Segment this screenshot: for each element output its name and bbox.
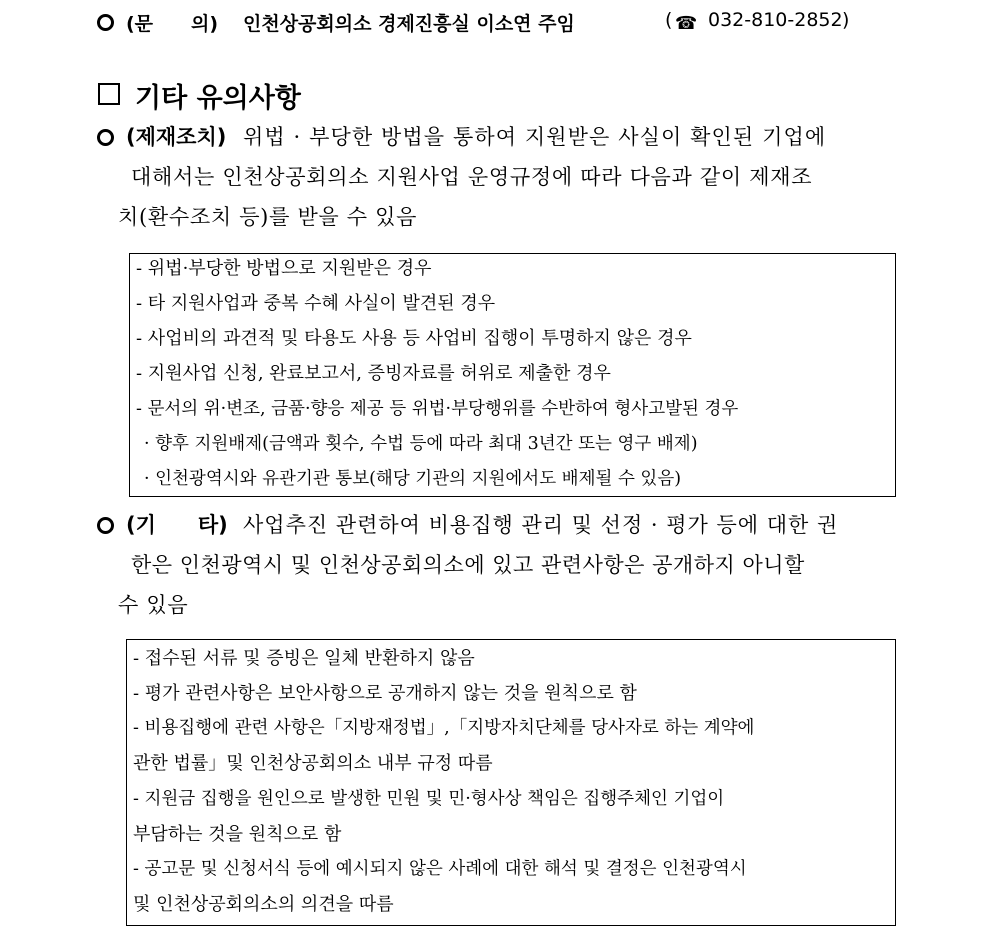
list-item: - 비용집행에 관련 사항은「지방재정법」,「지방자치단체를 당사자로 하는 계약에 [133, 718, 755, 738]
other-line-3: 수 있음 [118, 593, 189, 617]
hollow-circle-icon [97, 14, 114, 31]
list-item: - 공고문 및 신청서식 등에 예시되지 않은 사례에 대한 해석 및 결정은 인천광역시 [133, 859, 747, 879]
sanction-label: (제재조치) [126, 125, 227, 149]
contact-phone: 032-810-2852 [708, 9, 843, 31]
list-item: - 위법·부당한 방법으로 지원받은 경우 [136, 258, 432, 279]
list-item: - 타 지원사업과 중복 수혜 사실이 발견된 경우 [136, 293, 496, 314]
section-title: 기타 유의사항 [135, 83, 301, 114]
telephone-icon: ☎ [675, 13, 698, 34]
list-item: 부담하는 것을 원칙으로 함 [133, 824, 342, 845]
other-label: (기 타) [126, 513, 228, 537]
other-line-2: 한은 인천광역시 및 인천상공회의소에 있고 관련사항은 공개하지 아니할 [131, 553, 805, 577]
sanction-line-1: 위법 · 부당한 방법을 통하여 지원받은 사실이 확인된 기업에 [243, 125, 827, 149]
contact-phone-close: ) [842, 9, 850, 31]
sanction-line-3: 치(환수조치 등)를 받을 수 있음 [118, 205, 418, 229]
list-item: 관한 법률」및 인천상공회의소 내부 규정 따름 [133, 753, 493, 774]
list-item: 및 인천상공회의소의 의견을 따름 [133, 894, 394, 915]
hollow-circle-icon [97, 129, 114, 146]
contact-phone-open: ( [665, 9, 673, 31]
hollow-circle-icon [97, 517, 114, 534]
contact-label: (문 의) [126, 13, 219, 35]
list-item: - 문서의 위·변조, 금품·향응 제공 등 위법·부당행위를 수반하여 형사고발된 경우 [136, 399, 739, 419]
other-line-1: 사업추진 관련하여 비용집행 관리 및 선정 · 평가 등에 대한 권 [243, 513, 839, 537]
list-item: - 지원사업 신청, 완료보고서, 증빙자료를 허위로 제출한 경우 [136, 363, 611, 384]
sanction-line-2: 대해서는 인천상공회의소 지원사업 운영규정에 따라 다음과 같이 제재조 [131, 165, 813, 189]
sanction-detail-box [129, 253, 896, 497]
hollow-square-icon [98, 83, 120, 105]
list-item: - 지원금 집행을 원인으로 발생한 민원 및 민·형사상 책임은 집행주체인 기업이 [133, 789, 725, 809]
list-item: - 평가 관련사항은 보안사항으로 공개하지 않는 것을 원칙으로 함 [133, 683, 637, 704]
list-item: · 인천광역시와 유관기관 통보(해당 기관의 지원에서도 배제될 수 있음) [144, 469, 682, 489]
contact-text: 인천상공회의소 경제진흥실 이소연 주임 [243, 13, 575, 35]
list-item: - 접수된 서류 및 증빙은 일체 반환하지 않음 [133, 648, 475, 669]
other-detail-box [126, 639, 896, 926]
list-item: · 향후 지원배제(금액과 횟수, 수법 등에 따라 최대 3년간 또는 영구 배제) [144, 434, 698, 454]
list-item: - 사업비의 과견적 및 타용도 사용 등 사업비 집행이 투명하지 않은 경우 [136, 328, 692, 349]
